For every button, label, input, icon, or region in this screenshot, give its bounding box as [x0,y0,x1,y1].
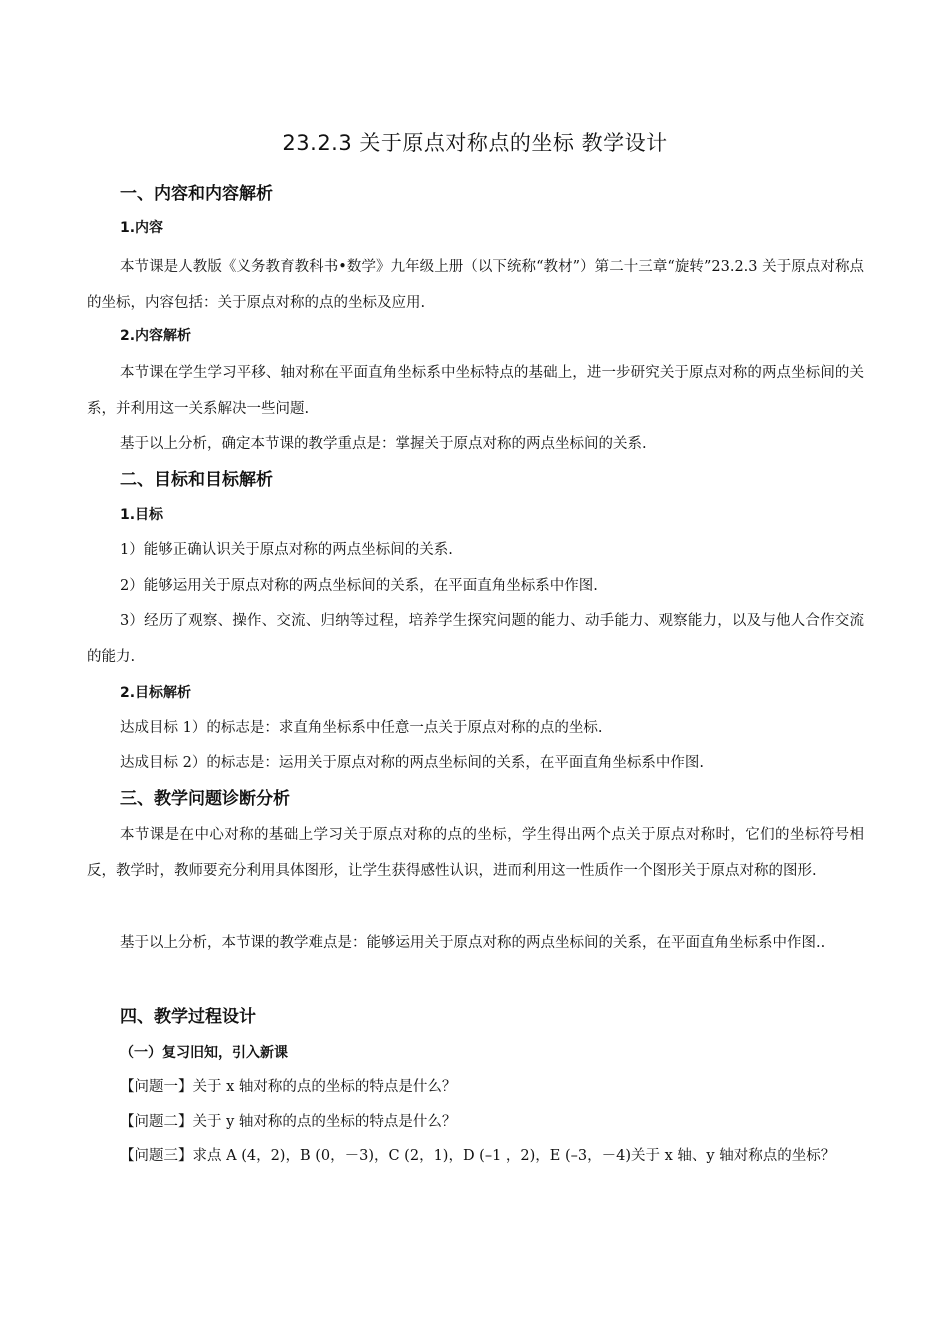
goal-1: 1）能够正确认识关于原点对称的两点坐标间的关系. [120,542,453,558]
section-1-sub-1: 1.内容 [120,220,164,236]
section-2-heading: 二、目标和目标解析 [120,470,273,490]
question-2: 【问题二】关于 y 轴对称的点的坐标的特点是什么？ [120,1114,457,1130]
goal-3: 3）经历了观察、操作、交流、归纳等过程，培养学生探究问题的能力、动手能力、观察能力，以及与他人合作交流的能力. [87,613,864,665]
section-2-sub-1: 1.目标 [120,507,164,523]
section-1-sub-2: 2.内容解析 [120,328,192,344]
section-1-paragraph-2: 本节课在学生学习平移、轴对称在平面直角坐标系中坐标特点的基础上，进一步研究关于原点对称的两点坐标间的关系，并利用这一关系解决一些问题. [87,365,864,417]
goal-analysis-1: 达成目标 1）的标志是：求直角坐标系中任意一点关于原点对称的点的坐标. [120,720,603,736]
question-3: 【问题三】求点 A (4，2)，B (0，－3)，C (2，1)，D (–1 ，2)，E (–3，－4)关于 x 轴、y 轴对称点的坐标？ [120,1148,836,1164]
section-3-heading: 三、教学问题诊断分析 [120,789,290,809]
question-1: 【问题一】关于 x 轴对称的点的坐标的特点是什么？ [120,1079,457,1095]
section-2-sub-2: 2.目标解析 [120,685,192,701]
section-1-heading: 一、内容和内容解析 [120,184,273,204]
section-1-paragraph-3: 基于以上分析，确定本节课的教学重点是：掌握关于原点对称的两点坐标间的关系. [120,436,647,452]
section-4-sub-1: （一）复习旧知，引入新课 [120,1045,288,1061]
document-title: 23.2.3 关于原点对称点的坐标 教学设计 [282,131,668,155]
section-3-paragraph-1: 本节课是在中心对称的基础上学习关于原点对称的点的坐标，学生得出两个点关于原点对称时，它们的坐标符号相反，教学时，教师要充分利用具体图形，让学生获得感性认识，进而利用这一性质作一个图形关于原点对称的图形. [87,827,864,879]
goal-2: 2）能够运用关于原点对称的两点坐标间的关系，在平面直角坐标系中作图. [120,578,598,594]
goal-analysis-2: 达成目标 2）的标志是：运用关于原点对称的两点坐标间的关系，在平面直角坐标系中作图. [120,755,704,771]
section-4-heading: 四、教学过程设计 [120,1007,256,1027]
section-3-paragraph-2: 基于以上分析，本节课的教学难点是：能够运用关于原点对称的两点坐标间的关系，在平面直角坐标系中作图.. [120,935,826,951]
section-1-paragraph-1: 本节课是人教版《义务教育教科书•数学》九年级上册（以下统称“教材”）第二十三章“旋转”23.2.3 关于原点对称点的坐标，内容包括：关于原点对称的点的坐标及应用. [87,259,864,311]
